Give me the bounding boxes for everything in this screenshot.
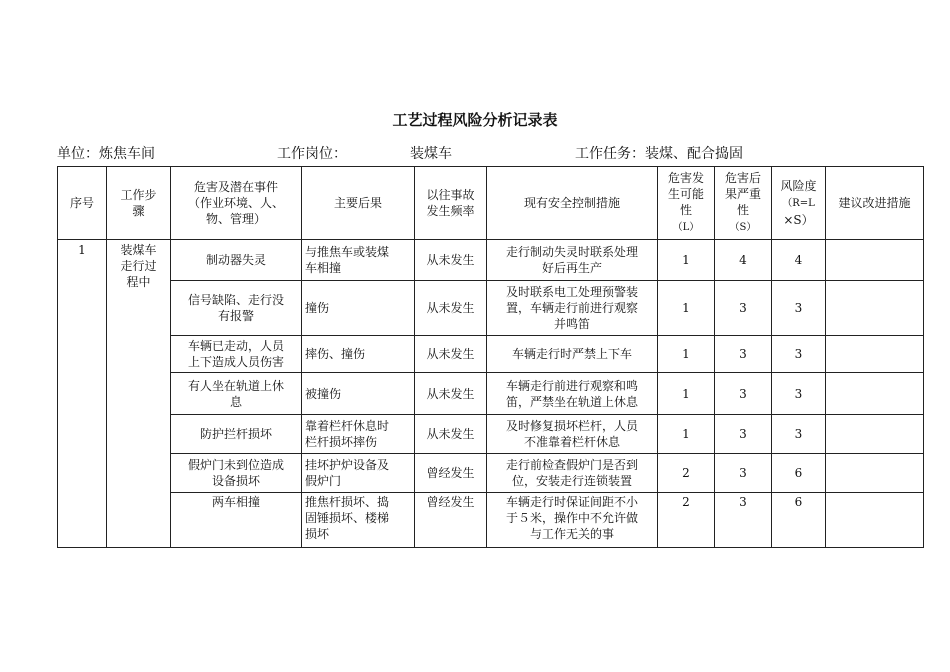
hazard-cell: 车辆已走动，人员 上下造成人员伤害 (171, 336, 302, 373)
seq-cell: 1 (58, 240, 107, 548)
consequence-cell: 挂坏护炉设备及 假炉门 (302, 454, 415, 493)
risk-cell: 3 (772, 415, 826, 454)
risk-cell: 3 (772, 373, 826, 415)
consequence-cell: 推焦杆损坏、捣 固锤损坏、楼梯 损坏 (302, 493, 415, 548)
control-cell: 走行制动失灵时联系处理 好后再生产 (487, 240, 658, 281)
severity-cell: 3 (715, 336, 772, 373)
suggestion-cell (826, 336, 924, 373)
header-suggestion: 建议改进措施 (826, 167, 924, 240)
header-consequence: 主要后果 (302, 167, 415, 240)
table-row (58, 493, 924, 548)
hazard-cell: 防护拦杆损坏 (171, 415, 302, 454)
hazard-cell: 制动器失灵 (171, 240, 302, 281)
consequence-cell: 摔伤、撞伤 (302, 336, 415, 373)
header-step: 工作步 骤 (107, 167, 171, 240)
suggestion-cell (826, 493, 924, 548)
risk-cell: 4 (772, 240, 826, 281)
severity-cell: 3 (715, 454, 772, 493)
hazard-cell: 信号缺陷、走行没 有报警 (171, 281, 302, 336)
header-hazard: 危害及潜在事件 （作业环境、人、 物、管理） (171, 167, 302, 240)
risk-cell: 3 (772, 336, 826, 373)
consequence-cell: 撞伤 (302, 281, 415, 336)
likelihood-cell: 1 (658, 240, 715, 281)
likelihood-cell: 1 (658, 336, 715, 373)
frequency-cell: 曾经发生 (415, 454, 487, 493)
table-row (58, 373, 924, 415)
risk-cell: 3 (772, 281, 826, 336)
suggestion-cell (826, 415, 924, 454)
control-cell: 车辆走行时严禁上下车 (487, 336, 658, 373)
suggestion-cell (826, 281, 924, 336)
header-severity: 危害后 果严重 性 （S） (715, 167, 772, 240)
table-row (58, 454, 924, 493)
table-row (58, 281, 924, 336)
likelihood-cell: 2 (658, 454, 715, 493)
consequence-cell: 与推焦车或装煤 车相撞 (302, 240, 415, 281)
severity-cell: 4 (715, 240, 772, 281)
severity-cell: 3 (715, 415, 772, 454)
likelihood-cell: 2 (658, 493, 715, 548)
control-cell: 及时联系电工处理预警装 置，车辆走行前进行观察 并鸣笛 (487, 281, 658, 336)
frequency-cell: 从未发生 (415, 373, 487, 415)
frequency-cell: 从未发生 (415, 281, 487, 336)
hazard-cell: 有人坐在轨道上休 息 (171, 373, 302, 415)
document-title: 工艺过程风险分析记录表 (392, 111, 558, 129)
control-cell: 走行前检查假炉门是否到 位，安装走行连锁装置 (487, 454, 658, 493)
header-control: 现有安全控制措施 (487, 167, 658, 240)
frequency-cell: 从未发生 (415, 336, 487, 373)
info-line (57, 143, 927, 165)
frequency-cell: 曾经发生 (415, 493, 487, 548)
suggestion-cell (826, 454, 924, 493)
step-cell: 装煤车 走行过 程中 (107, 240, 171, 548)
control-cell: 车辆走行前进行观察和鸣 笛，严禁坐在轨道上休息 (487, 373, 658, 415)
table-row (58, 240, 924, 281)
likelihood-cell: 1 (658, 415, 715, 454)
header-row (58, 167, 924, 240)
task-text: 工作任务：装煤、配合捣固 (575, 146, 743, 162)
severity-cell: 3 (715, 373, 772, 415)
frequency-cell: 从未发生 (415, 240, 487, 281)
consequence-cell: 被撞伤 (302, 373, 415, 415)
post-label: 工作岗位： (277, 146, 347, 162)
likelihood-cell: 1 (658, 281, 715, 336)
control-cell: 车辆走行时保证间距不小 于５米，操作中不允许做 与工作无关的事 (487, 493, 658, 548)
risk-cell: 6 (772, 454, 826, 493)
hazard-cell: 假炉门未到位造成 设备损坏 (171, 454, 302, 493)
header-risk: 风险度 （R=L ×S） (772, 167, 826, 240)
table-row (58, 415, 924, 454)
control-cell: 及时修复损坏栏杆，人员 不准靠着栏杆休息 (487, 415, 658, 454)
severity-cell: 3 (715, 281, 772, 336)
frequency-cell: 从未发生 (415, 415, 487, 454)
unit-text: 单位：炼焦车间 (57, 146, 155, 162)
likelihood-cell: 1 (658, 373, 715, 415)
risk-cell: 6 (772, 493, 826, 548)
suggestion-cell (826, 240, 924, 281)
consequence-cell: 靠着栏杆休息时 栏杆损坏摔伤 (302, 415, 415, 454)
suggestion-cell (826, 373, 924, 415)
risk-table (57, 166, 924, 548)
severity-cell: 3 (715, 493, 772, 548)
header-likelihood: 危害发 生可能 性 （L） (658, 167, 715, 240)
header-seq: 序号 (58, 167, 107, 240)
header-frequency: 以往事故 发生频率 (415, 167, 487, 240)
post-value: 装煤车 (410, 146, 452, 162)
hazard-cell: 两车相撞 (171, 493, 302, 548)
table-row (58, 336, 924, 373)
